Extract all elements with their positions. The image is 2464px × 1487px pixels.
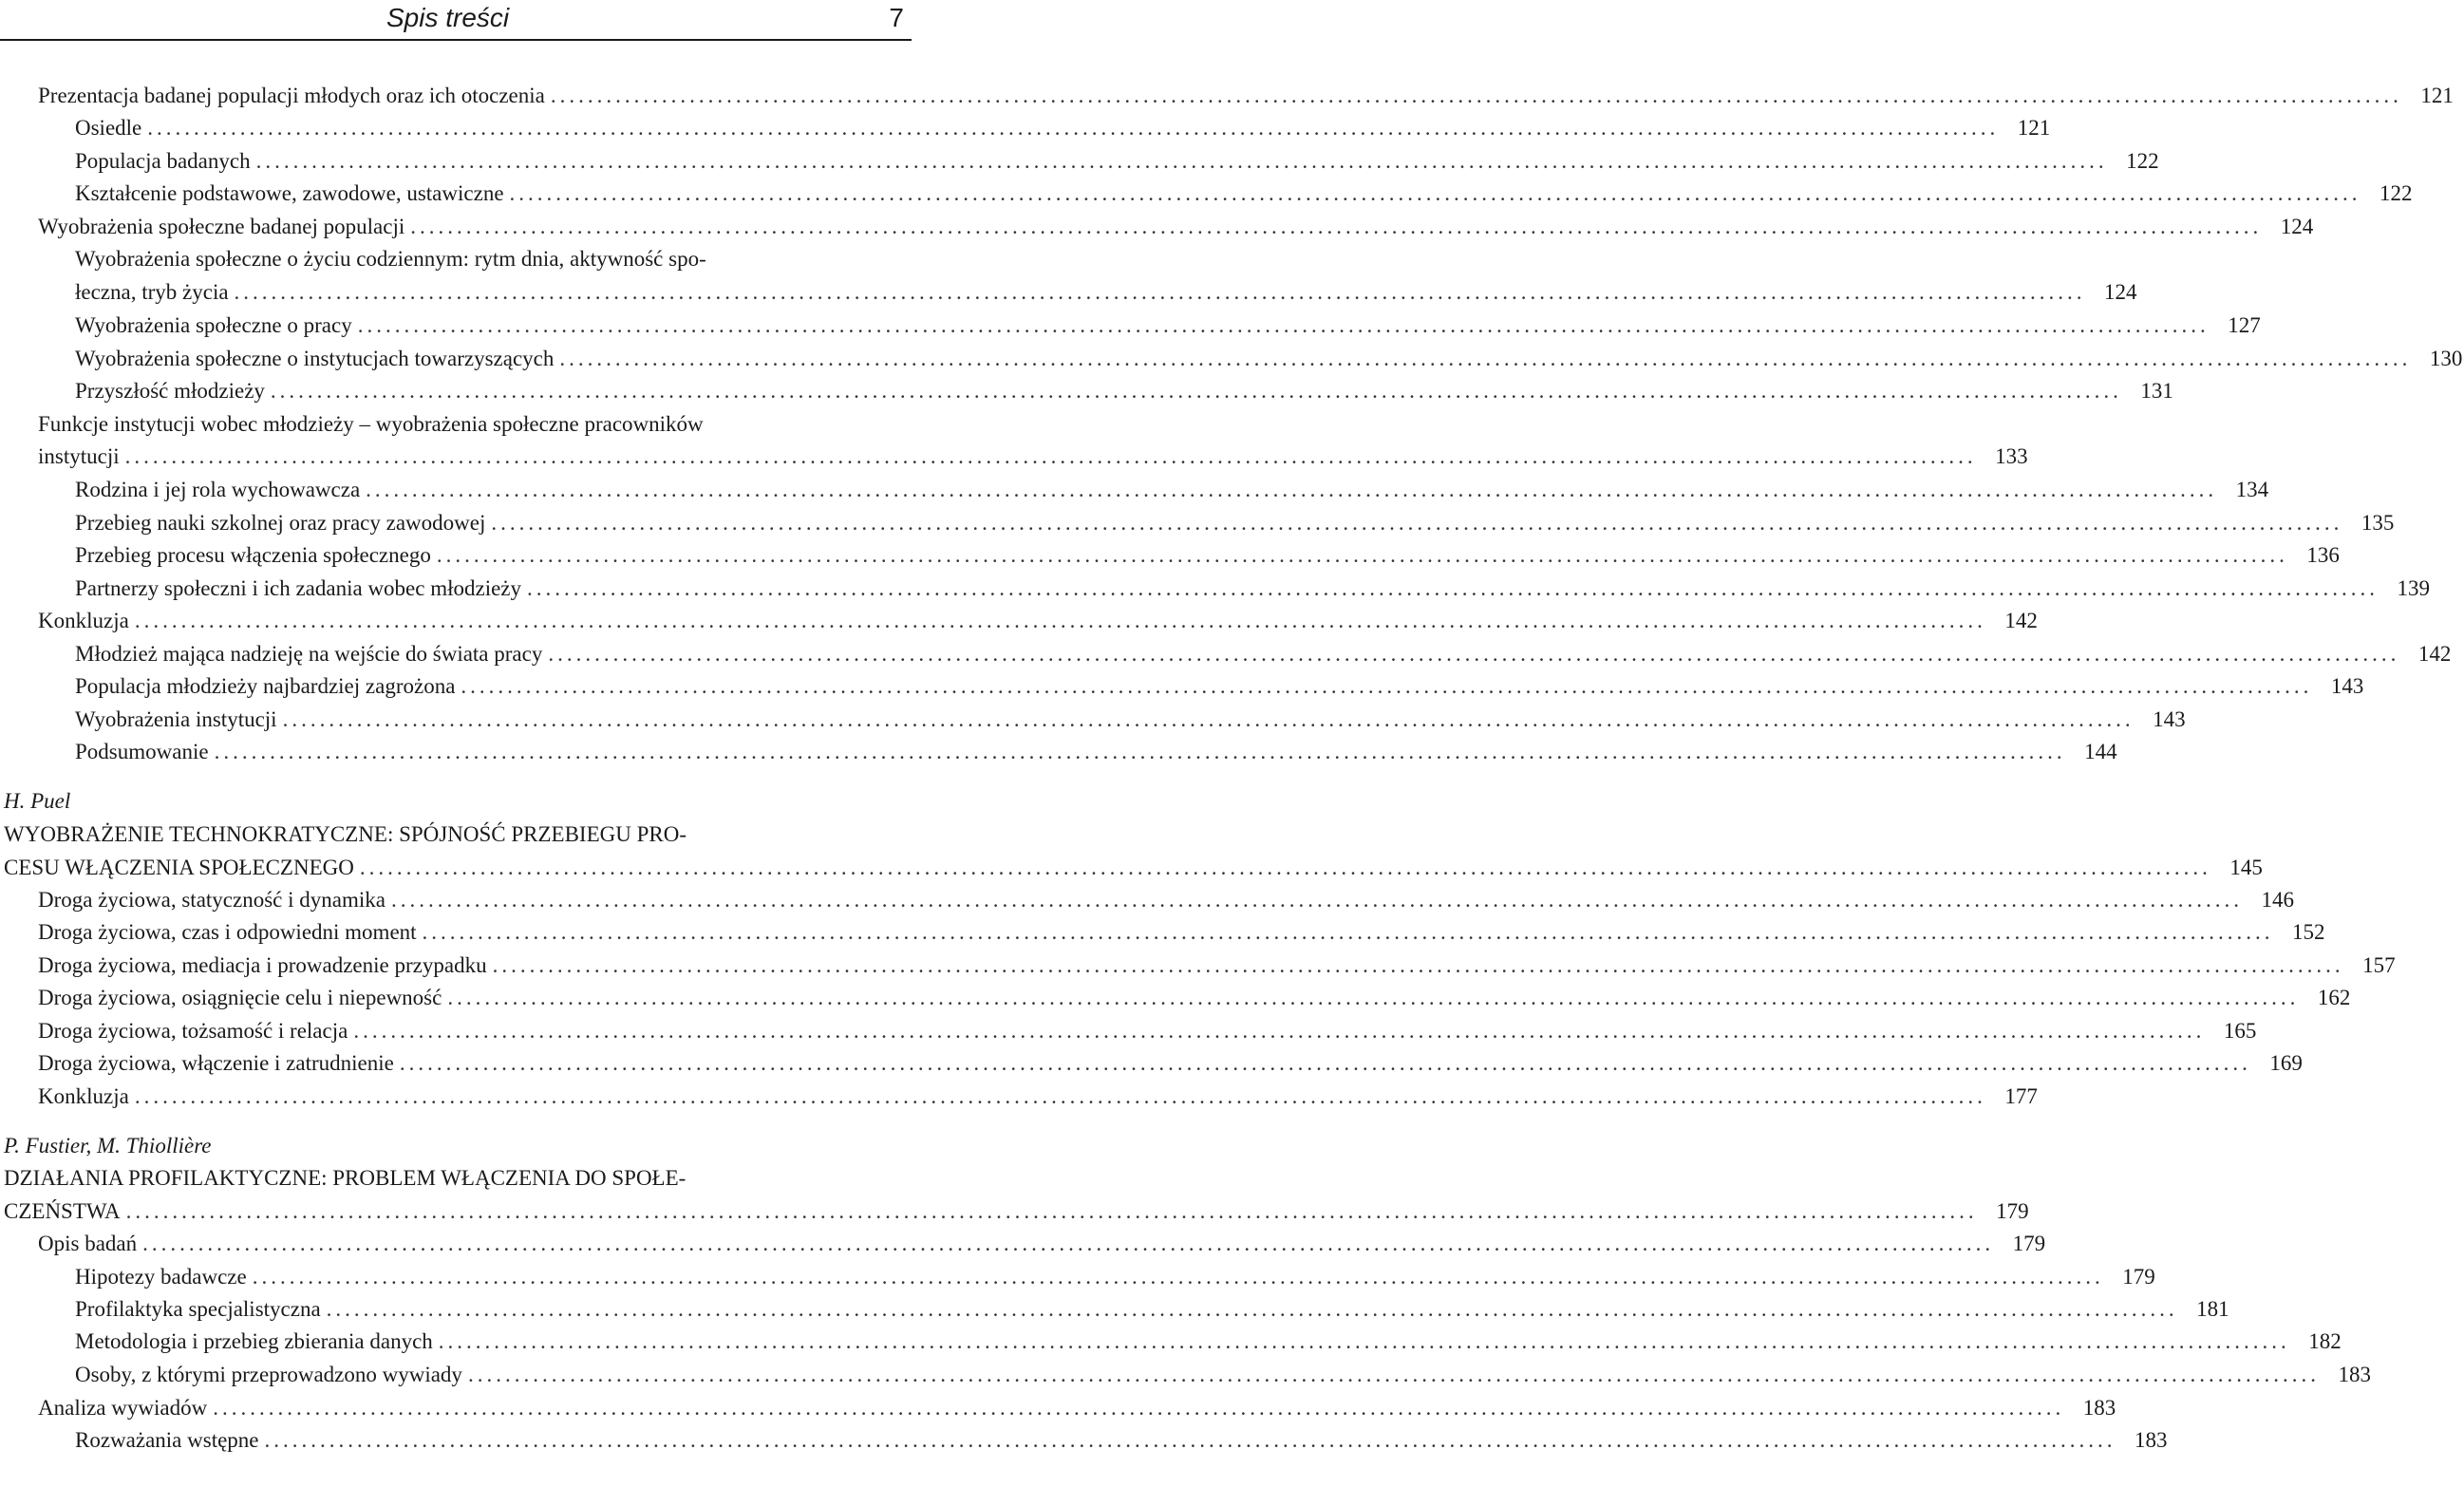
- toc-entry-title: Prezentacja badanej populacji młodych oraz ich otoczenia: [38, 84, 545, 107]
- toc-entry-title: Wyobrażenia społeczne o życiu codziennym: rytm dnia, aktywność spo-: [75, 247, 706, 271]
- toc-entry: [0, 375, 2173, 407]
- toc-entry-title: łeczna, tryb życia: [75, 280, 229, 304]
- dot-leader: [439, 1326, 2290, 1358]
- toc-entry-page: 127: [2228, 313, 2261, 337]
- toc-entry-page: 121: [2420, 84, 2454, 107]
- dot-leader: [391, 884, 2243, 916]
- toc-entry: [0, 670, 2364, 703]
- header-rule: [0, 39, 912, 41]
- toc-entry-page: 136: [2306, 543, 2340, 567]
- dot-leader: [215, 736, 2066, 768]
- toc-entry-title: Przebieg nauki szkolnej oraz pracy zawodowej: [75, 511, 486, 535]
- dot-leader: [135, 605, 1986, 637]
- toc-entry-page: 179: [1996, 1199, 2029, 1223]
- dot-leader: [125, 441, 1977, 473]
- toc-entry-page: 142: [2004, 609, 2038, 632]
- toc-entry-title: Rozważania wstępne: [75, 1428, 259, 1452]
- toc-entry-title: Opis badań: [38, 1232, 138, 1255]
- toc-entry: [0, 852, 2263, 884]
- dot-leader: [235, 276, 2086, 309]
- toc-entry: [0, 1424, 2168, 1457]
- toc-entry: [0, 1359, 2371, 1391]
- toc-entry-page: 179: [2122, 1265, 2155, 1289]
- toc-entry-title: CZEŃSTWA: [4, 1199, 121, 1223]
- dot-leader: [510, 178, 2361, 210]
- toc-entry-title: Podsumowanie: [75, 740, 209, 763]
- toc-entry: [0, 112, 2051, 144]
- toc-entry-page: 145: [2229, 856, 2263, 879]
- dot-leader: [493, 950, 2344, 982]
- toc-entry-title: Wyobrażenia instytucji: [75, 707, 277, 731]
- dot-leader: [527, 573, 2379, 605]
- dot-leader: [135, 1081, 1986, 1113]
- toc-entry-title: Wyobrażenia społeczne o instytucjach towarzyszących: [75, 347, 555, 370]
- toc-entry-page: 143: [2153, 707, 2186, 731]
- toc-entry-page: 152: [2292, 920, 2325, 944]
- dot-leader: [491, 507, 2342, 539]
- toc-entry-page: 133: [1995, 444, 2028, 468]
- dot-leader: [147, 112, 1999, 144]
- toc-entry-page: 139: [2397, 576, 2431, 600]
- toc-entry: [0, 211, 2314, 243]
- page-header: [0, 0, 912, 42]
- toc-entry-page: 124: [2280, 215, 2314, 238]
- toc-entry: [0, 145, 2159, 178]
- toc-entry-title: Hipotezy badawcze: [75, 1265, 247, 1289]
- toc-entry-title: Droga życiowa, osiągnięcie celu i niepewność: [38, 986, 442, 1009]
- dot-leader: [271, 375, 2122, 407]
- toc-entry-title: DZIAŁANIA PROFILAKTYCZNE: PROBLEM WŁĄCZENIA DO SPOŁE-: [4, 1166, 687, 1190]
- toc-entry: [0, 573, 2431, 605]
- dot-leader: [126, 1195, 1978, 1228]
- toc-entry-title: Konkluzja: [38, 609, 129, 632]
- dot-leader: [253, 1261, 2104, 1293]
- toc-entry-page: 142: [2417, 642, 2452, 666]
- toc-entry: [0, 1326, 2342, 1358]
- toc-entry-continued: [0, 1162, 915, 1195]
- author-name: H. Puel: [4, 789, 71, 813]
- toc-entry-title: Profilaktyka specjalistyczna: [75, 1297, 321, 1321]
- toc-entry: [0, 80, 2454, 112]
- toc-entry: [0, 1081, 2038, 1113]
- toc-entry-page: 131: [2140, 379, 2173, 403]
- toc-entry-title: Wyobrażenia społeczne o pracy: [75, 313, 352, 337]
- toc-entry-title: Rodzina i jej rola wychowawcza: [75, 478, 361, 501]
- toc-entry: [0, 507, 2395, 539]
- toc-entry-title: Droga życiowa, czas i odpowiedni moment: [38, 920, 417, 944]
- author-name: P. Fustier, M. Thiollière: [4, 1134, 212, 1158]
- dot-leader: [358, 310, 2210, 342]
- toc-entry-title: Osoby, z którymi przeprowadzono wywiady: [75, 1363, 462, 1386]
- toc-entry-page: 124: [2104, 280, 2137, 304]
- toc-entry: [0, 1228, 2046, 1260]
- toc-entry-title: CESU WŁĄCZENIA SPOŁECZNEGO: [4, 856, 354, 879]
- toc-entry: [0, 884, 2294, 916]
- toc-entry-title: Wyobrażenia społeczne badanej populacji: [38, 215, 405, 238]
- toc-entry-page: 130: [2429, 347, 2463, 370]
- toc-entry: [0, 704, 2186, 736]
- chapter-author: [0, 1130, 915, 1162]
- toc-entry: [0, 474, 2269, 506]
- toc-entry: [0, 982, 2351, 1014]
- dot-leader: [360, 852, 2211, 884]
- toc-entry-title: Droga życiowa, mediacja i prowadzenie przypadku: [38, 953, 487, 977]
- dot-leader: [461, 670, 2312, 703]
- toc-entry-page: 143: [2330, 674, 2364, 698]
- toc-entry-title: instytucji: [38, 444, 120, 468]
- toc-entry-page: 162: [2317, 986, 2351, 1009]
- toc-entry-page: 169: [2269, 1051, 2303, 1075]
- toc-entry: [0, 605, 2038, 637]
- toc-entry-page: 177: [2004, 1084, 2038, 1108]
- toc-entry: [0, 310, 2261, 342]
- toc-entry-title: Partnerzy społeczni i ich zadania wobec młodzieży: [75, 576, 522, 600]
- toc-entry-title: Analiza wywiadów: [38, 1396, 208, 1420]
- toc-entry: [0, 441, 2028, 473]
- toc-entry-continued: [0, 408, 950, 441]
- toc-entry: [0, 343, 2463, 375]
- toc-entry-page: 135: [2361, 511, 2395, 535]
- toc-entry-page: 183: [2135, 1428, 2168, 1452]
- toc-entry: [0, 1293, 2229, 1326]
- toc-entry: [0, 736, 2117, 768]
- toc-entry-title: WYOBRAŻENIE TECHNOKRATYCZNE: SPÓJNOŚĆ PRZEBIEGU PRO-: [4, 822, 687, 846]
- toc-entry-title: Droga życiowa, tożsamość i relacja: [38, 1019, 348, 1043]
- toc-entry-page: 165: [2223, 1019, 2257, 1043]
- chapter-author: [0, 785, 915, 818]
- toc-entry-title: Funkcje instytucji wobec młodzieży – wyobrażenia społeczne pracowników: [38, 412, 704, 436]
- dot-leader: [400, 1047, 2251, 1080]
- running-title: Spis treści: [386, 3, 510, 32]
- toc-entry: [0, 916, 2325, 949]
- toc-entry: [0, 1195, 2029, 1228]
- toc-entry: [0, 1015, 2257, 1047]
- toc-entry: [0, 638, 2452, 670]
- dot-leader: [559, 343, 2411, 375]
- toc-entry-page: 122: [2126, 149, 2159, 173]
- toc-entry-title: Młodzież mająca nadzieję na wejście do świata pracy: [75, 642, 543, 666]
- toc-entry-title: Droga życiowa, włączenie i zatrudnienie: [38, 1051, 394, 1075]
- toc-entry-page: 146: [2261, 888, 2294, 912]
- dot-leader: [410, 211, 2262, 243]
- toc-entry-page: 121: [2017, 116, 2051, 140]
- dot-leader: [283, 704, 2135, 736]
- dot-leader: [551, 80, 2402, 112]
- dot-leader: [213, 1392, 2064, 1424]
- toc-entry-continued: [0, 819, 915, 851]
- dot-leader: [256, 145, 2108, 178]
- toc-entry-title: Konkluzja: [38, 1084, 129, 1108]
- dot-leader: [548, 638, 2399, 670]
- dot-leader: [327, 1293, 2178, 1326]
- toc-entry: [0, 276, 2137, 309]
- toc-entry-page: 157: [2362, 953, 2396, 977]
- toc-entry-title: Osiedle: [75, 116, 142, 140]
- toc-entry: [0, 1261, 2155, 1293]
- toc-entry: [0, 539, 2340, 572]
- toc-entry: [0, 178, 2413, 210]
- toc-entry-page: 181: [2196, 1297, 2229, 1321]
- toc-entry-title: Metodologia i przebieg zbierania danych: [75, 1329, 433, 1353]
- toc-entry-page: 144: [2084, 740, 2117, 763]
- toc-entry-page: 183: [2082, 1396, 2116, 1420]
- dot-leader: [468, 1359, 2320, 1391]
- toc-entry-page: 182: [2308, 1329, 2342, 1353]
- toc-entry-title: Przebieg procesu włączenia społecznego: [75, 543, 431, 567]
- dot-leader: [142, 1228, 1994, 1260]
- dot-leader: [437, 539, 2288, 572]
- toc-entry-page: 179: [2012, 1232, 2046, 1255]
- toc-entry-title: Przyszłość młodzieży: [75, 379, 265, 403]
- toc-entry-continued: [0, 243, 987, 275]
- toc-entry: [0, 1047, 2303, 1080]
- toc-entry-page: 183: [2338, 1363, 2371, 1386]
- toc-entry: [0, 1392, 2116, 1424]
- toc-entry-title: Kształcenie podstawowe, zawodowe, ustawiczne: [75, 181, 504, 205]
- dot-leader: [423, 916, 2274, 949]
- dot-leader: [265, 1424, 2116, 1457]
- page-number: 7: [889, 3, 904, 32]
- toc-entry-title: Populacja młodzieży najbardziej zagrożona: [75, 674, 456, 698]
- toc-entry-page: 134: [2235, 478, 2269, 501]
- dot-leader: [353, 1015, 2205, 1047]
- dot-leader: [366, 474, 2217, 506]
- toc-entry-title: Droga życiowa, statyczność i dynamika: [38, 888, 386, 912]
- dot-leader: [447, 982, 2299, 1014]
- toc-entry-title: Populacja badanych: [75, 149, 251, 173]
- toc-entry-page: 122: [2379, 181, 2413, 205]
- toc-entry: [0, 950, 2396, 982]
